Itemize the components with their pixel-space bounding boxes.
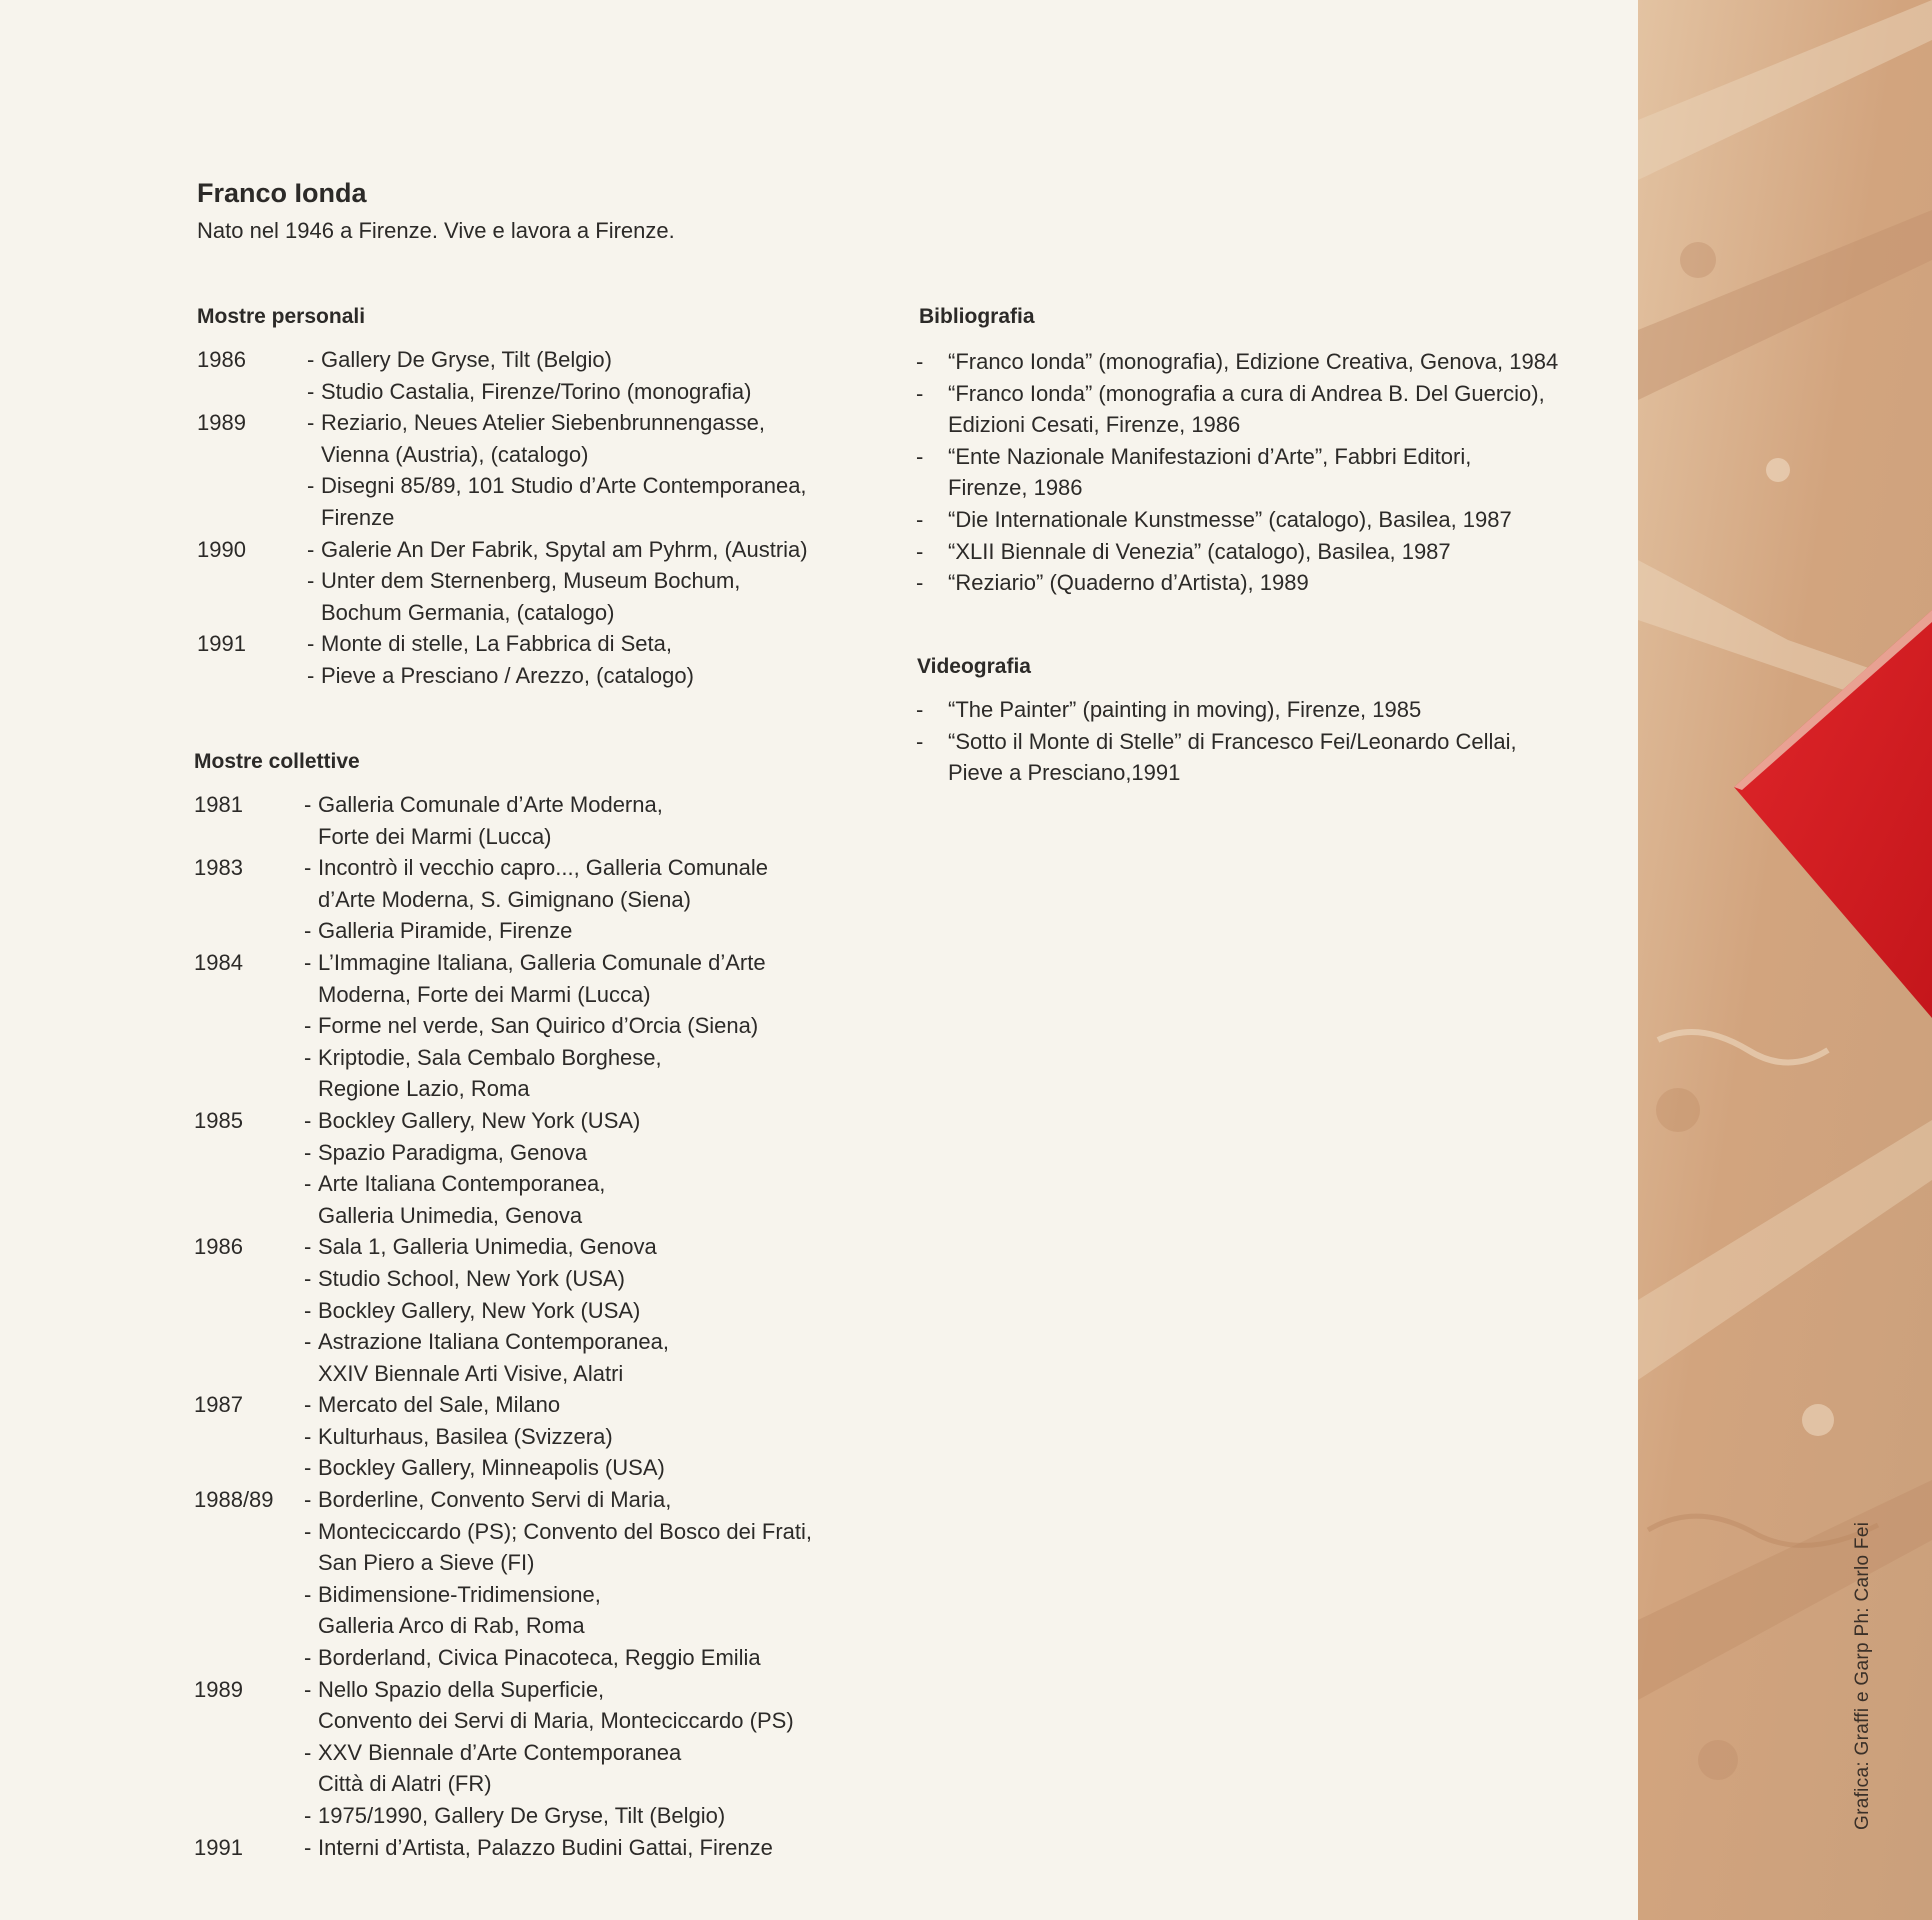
exhibition-entry bbox=[197, 376, 808, 408]
artist-name: Franco Ionda bbox=[197, 178, 367, 208]
exhibition-line: Bockley Gallery, New York (USA) bbox=[318, 1107, 641, 1133]
entry-dash: - bbox=[304, 1834, 312, 1860]
exhibition-line: Moderna, Forte dei Marmi (Lucca) bbox=[318, 981, 651, 1007]
exhibition-entry bbox=[194, 1421, 812, 1453]
bibliography-entry bbox=[916, 441, 1558, 504]
entry-dash: - bbox=[304, 1297, 312, 1323]
exhibition-text bbox=[321, 407, 808, 470]
bibliography-entry-line: “Ente Nazionale Manifestazioni d’Arte”, Fabbri Editori, bbox=[948, 443, 1472, 469]
bibliography-entry bbox=[916, 504, 1558, 536]
entry-dash: - bbox=[304, 1234, 312, 1260]
exhibition-year bbox=[194, 1516, 304, 1579]
artwork-photo bbox=[1638, 0, 1932, 1920]
exhibition-entry bbox=[194, 1484, 812, 1516]
entry-dash: - bbox=[304, 1107, 312, 1133]
videography-entry-text bbox=[948, 726, 1517, 789]
exhibition-year: 1988/89 bbox=[194, 1487, 274, 1513]
bibliography-entry-text bbox=[948, 378, 1558, 441]
exhibition-year: 1990 bbox=[197, 536, 246, 562]
exhibition-line: Nello Spazio della Superficie, bbox=[318, 1676, 605, 1702]
exhibition-entry bbox=[194, 1516, 812, 1579]
bibliography-entry-line: “XLII Biennale di Venezia” (catalogo), Basilea, 1987 bbox=[948, 538, 1451, 564]
videography-entry bbox=[916, 726, 1517, 789]
exhibition-year bbox=[197, 565, 307, 628]
exhibition-text bbox=[318, 1452, 812, 1484]
entry-dash: - bbox=[916, 380, 924, 406]
videography-entry-line: Pieve a Presciano,1991 bbox=[948, 760, 1181, 786]
exhibition-entry bbox=[194, 1231, 812, 1263]
exhibition-text bbox=[318, 1421, 812, 1453]
exhibition-entry bbox=[194, 1010, 812, 1042]
bibliography-entry-line: “Reziario” (Quaderno d’Artista), 1989 bbox=[948, 570, 1309, 596]
exhibition-line: Monteciccardo (PS); Convento del Bosco dei Frati, bbox=[318, 1518, 813, 1544]
entry-dash: - bbox=[307, 347, 315, 372]
exhibition-entry bbox=[194, 1737, 812, 1800]
exhibition-year bbox=[194, 915, 304, 947]
exhibition-line: Forte dei Marmi (Lucca) bbox=[318, 823, 552, 849]
entry-dash: - bbox=[304, 1329, 312, 1355]
artist-bio: Nato nel 1946 a Firenze. Vive e lavora a Firenze. bbox=[197, 218, 675, 243]
exhibition-entry bbox=[194, 1168, 812, 1231]
entry-dash: - bbox=[916, 443, 924, 469]
exhibition-year bbox=[194, 1295, 304, 1327]
exhibition-year: 1984 bbox=[194, 949, 243, 975]
exhibition-entry bbox=[194, 1579, 812, 1642]
exhibition-text bbox=[321, 628, 808, 660]
exhibition-text bbox=[318, 1231, 812, 1263]
exhibition-year: 1981 bbox=[194, 792, 243, 817]
exhibition-entry bbox=[197, 344, 808, 376]
exhibition-year bbox=[194, 1452, 304, 1484]
exhibition-year bbox=[194, 1010, 304, 1042]
exhibition-line: Borderland, Civica Pinacoteca, Reggio Emilia bbox=[318, 1645, 761, 1671]
exhibition-line: Unter dem Sternenberg, Museum Bochum, bbox=[321, 568, 741, 594]
exhibition-entry bbox=[194, 1263, 812, 1295]
exhibition-line: Arte Italiana Contemporanea, bbox=[318, 1171, 606, 1197]
entry-dash: - bbox=[304, 792, 312, 817]
exhibition-text bbox=[318, 1516, 812, 1579]
exhibition-line: Gallery De Gryse, Tilt (Belgio) bbox=[321, 347, 612, 372]
exhibition-text bbox=[318, 1042, 812, 1105]
exhibition-year bbox=[194, 1042, 304, 1105]
exhibition-line: Forme nel verde, San Quirico d’Orcia (Siena) bbox=[318, 1013, 759, 1039]
mostre-personali-list bbox=[197, 344, 808, 692]
exhibition-entry bbox=[197, 534, 808, 566]
entry-dash: - bbox=[307, 378, 315, 404]
exhibition-text bbox=[318, 1642, 812, 1674]
exhibition-entry bbox=[197, 565, 808, 628]
exhibition-year: 1983 bbox=[194, 855, 243, 881]
entry-dash: - bbox=[916, 728, 924, 754]
exhibition-entry bbox=[194, 1452, 812, 1484]
exhibition-text bbox=[321, 534, 808, 566]
exhibition-text bbox=[321, 344, 808, 376]
bibliography-entry-text bbox=[948, 504, 1558, 536]
exhibition-year bbox=[197, 660, 307, 692]
videografia-list bbox=[916, 694, 1517, 789]
entry-dash: - bbox=[304, 1739, 312, 1765]
mostre-collettive-list bbox=[194, 789, 812, 1863]
exhibition-year bbox=[194, 1168, 304, 1231]
exhibition-line: Incontrò il vecchio capro..., Galleria Comunale bbox=[318, 855, 768, 881]
entry-dash: - bbox=[916, 538, 924, 564]
videography-entry-line: “Sotto il Monte di Stelle” di Francesco Fei/Leonardo Cellai, bbox=[948, 728, 1517, 754]
exhibition-line: Galleria Unimedia, Genova bbox=[318, 1202, 583, 1228]
exhibition-year: 1986 bbox=[194, 1234, 243, 1260]
exhibition-line: San Piero a Sieve (FI) bbox=[318, 1550, 535, 1576]
exhibition-year bbox=[194, 1737, 304, 1800]
entry-dash: - bbox=[916, 570, 924, 596]
videography-entry bbox=[916, 694, 1517, 726]
exhibition-text bbox=[318, 1832, 812, 1864]
bibliography-entry-text bbox=[948, 346, 1558, 378]
bibliography-entry bbox=[916, 346, 1558, 378]
bibliografia-list bbox=[916, 346, 1558, 599]
exhibition-line: Interni d’Artista, Palazzo Budini Gattai, Firenze bbox=[318, 1834, 773, 1860]
exhibition-year bbox=[194, 1579, 304, 1642]
exhibition-text bbox=[318, 789, 812, 852]
exhibition-year: 1987 bbox=[194, 1392, 243, 1418]
plaster-texture-image bbox=[1638, 0, 1932, 1920]
exhibition-text bbox=[318, 1295, 812, 1327]
exhibition-entry bbox=[194, 1295, 812, 1327]
exhibition-line: Bockley Gallery, Minneapolis (USA) bbox=[318, 1455, 665, 1481]
exhibition-text bbox=[318, 1800, 812, 1832]
entry-dash: - bbox=[304, 1423, 312, 1449]
exhibition-year: 1991 bbox=[197, 631, 246, 657]
entry-dash: - bbox=[307, 631, 315, 657]
exhibition-entry bbox=[197, 660, 808, 692]
exhibition-year bbox=[194, 1642, 304, 1674]
exhibition-entry bbox=[194, 1042, 812, 1105]
entry-dash: - bbox=[307, 536, 315, 562]
exhibition-text bbox=[318, 1263, 812, 1295]
exhibition-line: Reziario, Neues Atelier Siebenbrunnengasse, bbox=[321, 410, 765, 436]
section-title-videografia: Videografia bbox=[917, 655, 1031, 678]
entry-dash: - bbox=[304, 918, 312, 944]
exhibition-line: d’Arte Moderna, S. Gimignano (Siena) bbox=[318, 886, 691, 912]
exhibition-line: Kriptodie, Sala Cembalo Borghese, bbox=[318, 1044, 662, 1070]
exhibition-line: L’Immagine Italiana, Galleria Comunale d’Arte bbox=[318, 949, 766, 975]
exhibition-line: Bockley Gallery, New York (USA) bbox=[318, 1297, 641, 1323]
exhibition-line: 1975/1990, Gallery De Gryse, Tilt (Belgio) bbox=[318, 1803, 726, 1828]
exhibition-year bbox=[194, 1263, 304, 1295]
exhibition-line: Mercato del Sale, Milano bbox=[318, 1392, 561, 1418]
exhibition-year bbox=[194, 1800, 304, 1832]
exhibition-year bbox=[194, 1137, 304, 1169]
entry-dash: - bbox=[304, 1171, 312, 1197]
exhibition-entry bbox=[194, 947, 812, 1010]
photo-credit: Grafica: Graffi e Garp Ph: Carlo Fei bbox=[1852, 1521, 1873, 1830]
entry-dash: - bbox=[304, 1044, 312, 1070]
exhibition-line: Kulturhaus, Basilea (Svizzera) bbox=[318, 1423, 613, 1449]
exhibition-line: Galleria Arco di Rab, Roma bbox=[318, 1613, 585, 1639]
exhibition-text bbox=[318, 1137, 812, 1169]
section-title-bibliografia: Bibliografia bbox=[919, 305, 1035, 328]
exhibition-text bbox=[318, 1737, 812, 1800]
exhibition-line: Studio School, New York (USA) bbox=[318, 1265, 625, 1291]
entry-dash: - bbox=[304, 1139, 312, 1165]
exhibition-entry bbox=[194, 1137, 812, 1169]
exhibition-text bbox=[318, 915, 812, 947]
exhibition-entry bbox=[194, 852, 812, 915]
bibliography-entry-line: “Franco Ionda” (monografia), Edizione Creativa, Genova, 1984 bbox=[948, 349, 1559, 374]
exhibition-text bbox=[318, 1389, 812, 1421]
exhibition-line: Pieve a Presciano / Arezzo, (catalogo) bbox=[321, 662, 694, 688]
entry-dash: - bbox=[307, 473, 315, 499]
exhibition-line: Astrazione Italiana Contemporanea, bbox=[318, 1329, 669, 1355]
exhibition-year bbox=[194, 1326, 304, 1389]
exhibition-year bbox=[197, 470, 307, 533]
bibliography-entry-text bbox=[948, 441, 1558, 504]
bibliography-entry-text bbox=[948, 536, 1558, 568]
exhibition-line: Borderline, Convento Servi di Maria, bbox=[318, 1487, 672, 1513]
exhibition-year: 1986 bbox=[197, 347, 246, 372]
exhibition-entry bbox=[194, 1800, 812, 1832]
exhibition-line: Regione Lazio, Roma bbox=[318, 1076, 530, 1102]
bibliography-entry-line: Edizioni Cesati, Firenze, 1986 bbox=[948, 412, 1241, 438]
entry-dash: - bbox=[307, 568, 315, 594]
entry-dash: - bbox=[304, 1392, 312, 1418]
exhibition-entry bbox=[194, 1674, 812, 1737]
exhibition-year: 1985 bbox=[194, 1107, 243, 1133]
videography-entry-line: “The Painter” (painting in moving), Firenze, 1985 bbox=[948, 697, 1422, 722]
entry-dash: - bbox=[304, 1645, 312, 1671]
exhibition-text bbox=[318, 852, 812, 915]
entry-dash: - bbox=[304, 1265, 312, 1291]
exhibition-entry bbox=[197, 407, 808, 470]
exhibition-line: XXIV Biennale Arti Visive, Alatri bbox=[318, 1360, 624, 1386]
bibliography-entry bbox=[916, 567, 1558, 599]
exhibition-entry bbox=[194, 1105, 812, 1137]
exhibition-year bbox=[197, 376, 307, 408]
exhibition-line: Galerie An Der Fabrik, Spytal am Pyhrm, (Austria) bbox=[321, 536, 808, 562]
exhibition-text bbox=[318, 947, 812, 1010]
bibliography-entry-line: Firenze, 1986 bbox=[948, 475, 1083, 501]
entry-dash: - bbox=[304, 1803, 312, 1828]
exhibition-line: Spazio Paradigma, Genova bbox=[318, 1139, 588, 1165]
exhibition-year: 1989 bbox=[194, 1676, 243, 1702]
exhibition-line: Galleria Piramide, Firenze bbox=[318, 918, 573, 944]
exhibition-text bbox=[318, 1484, 812, 1516]
entry-dash: - bbox=[304, 855, 312, 881]
bibliography-entry-text bbox=[948, 567, 1558, 599]
exhibition-entry bbox=[194, 1642, 812, 1674]
exhibition-line: Bidimensione-Tridimensione, bbox=[318, 1581, 601, 1607]
entry-dash: - bbox=[304, 1013, 312, 1039]
exhibition-line: Sala 1, Galleria Unimedia, Genova bbox=[318, 1234, 657, 1260]
entry-dash: - bbox=[916, 506, 924, 532]
entry-dash: - bbox=[916, 349, 924, 374]
exhibition-text bbox=[321, 376, 808, 408]
exhibition-entry bbox=[194, 1326, 812, 1389]
exhibition-entry bbox=[194, 1832, 812, 1864]
entry-dash: - bbox=[304, 1676, 312, 1702]
exhibition-line: Bochum Germania, (catalogo) bbox=[321, 599, 615, 625]
exhibition-text bbox=[321, 470, 808, 533]
exhibition-line: Firenze bbox=[321, 504, 395, 530]
exhibition-line: Convento dei Servi di Maria, Monteciccardo (PS) bbox=[318, 1708, 794, 1734]
entry-dash: - bbox=[304, 1518, 312, 1544]
entry-dash: - bbox=[304, 949, 312, 975]
entry-dash: - bbox=[307, 662, 315, 688]
bibliography-entry bbox=[916, 378, 1558, 441]
exhibition-text bbox=[318, 1010, 812, 1042]
exhibition-line: Monte di stelle, La Fabbrica di Seta, bbox=[321, 631, 672, 657]
exhibition-year: 1991 bbox=[194, 1834, 243, 1860]
entry-dash: - bbox=[304, 1581, 312, 1607]
exhibition-text bbox=[318, 1326, 812, 1389]
bibliography-entry-line: “Franco Ionda” (monografia a cura di Andrea B. Del Guercio), bbox=[948, 380, 1545, 406]
exhibition-line: Città di Alatri (FR) bbox=[318, 1771, 492, 1797]
exhibition-entry bbox=[194, 789, 812, 852]
entry-dash: - bbox=[916, 697, 924, 722]
exhibition-text bbox=[318, 1105, 812, 1137]
exhibition-entry bbox=[197, 470, 808, 533]
bibliography-entry bbox=[916, 536, 1558, 568]
bibliography-entry-line: “Die Internationale Kunstmesse” (catalogo), Basilea, 1987 bbox=[948, 506, 1512, 532]
entry-dash: - bbox=[304, 1455, 312, 1481]
entry-dash: - bbox=[307, 410, 315, 436]
exhibition-text bbox=[321, 660, 808, 692]
exhibition-entry bbox=[194, 1389, 812, 1421]
exhibition-text bbox=[318, 1168, 812, 1231]
exhibition-entry bbox=[197, 628, 808, 660]
exhibition-year: 1989 bbox=[197, 410, 246, 436]
exhibition-text bbox=[318, 1579, 812, 1642]
exhibition-line: Vienna (Austria), (catalogo) bbox=[321, 441, 589, 467]
exhibition-text bbox=[318, 1674, 812, 1737]
exhibition-line: XXV Biennale d’Arte Contemporanea bbox=[318, 1739, 682, 1765]
exhibition-entry bbox=[194, 915, 812, 947]
exhibition-year bbox=[194, 1421, 304, 1453]
section-title-mostre-collettive: Mostre collettive bbox=[194, 750, 360, 773]
section-title-mostre-personali: Mostre personali bbox=[197, 305, 366, 328]
exhibition-line: Studio Castalia, Firenze/Torino (monografia) bbox=[321, 378, 752, 404]
videography-entry-text bbox=[948, 694, 1517, 726]
exhibition-line: Disegni 85/89, 101 Studio d’Arte Contemporanea, bbox=[321, 473, 807, 499]
exhibition-text bbox=[321, 565, 808, 628]
exhibition-line: Galleria Comunale d’Arte Moderna, bbox=[318, 792, 663, 817]
entry-dash: - bbox=[304, 1487, 312, 1513]
